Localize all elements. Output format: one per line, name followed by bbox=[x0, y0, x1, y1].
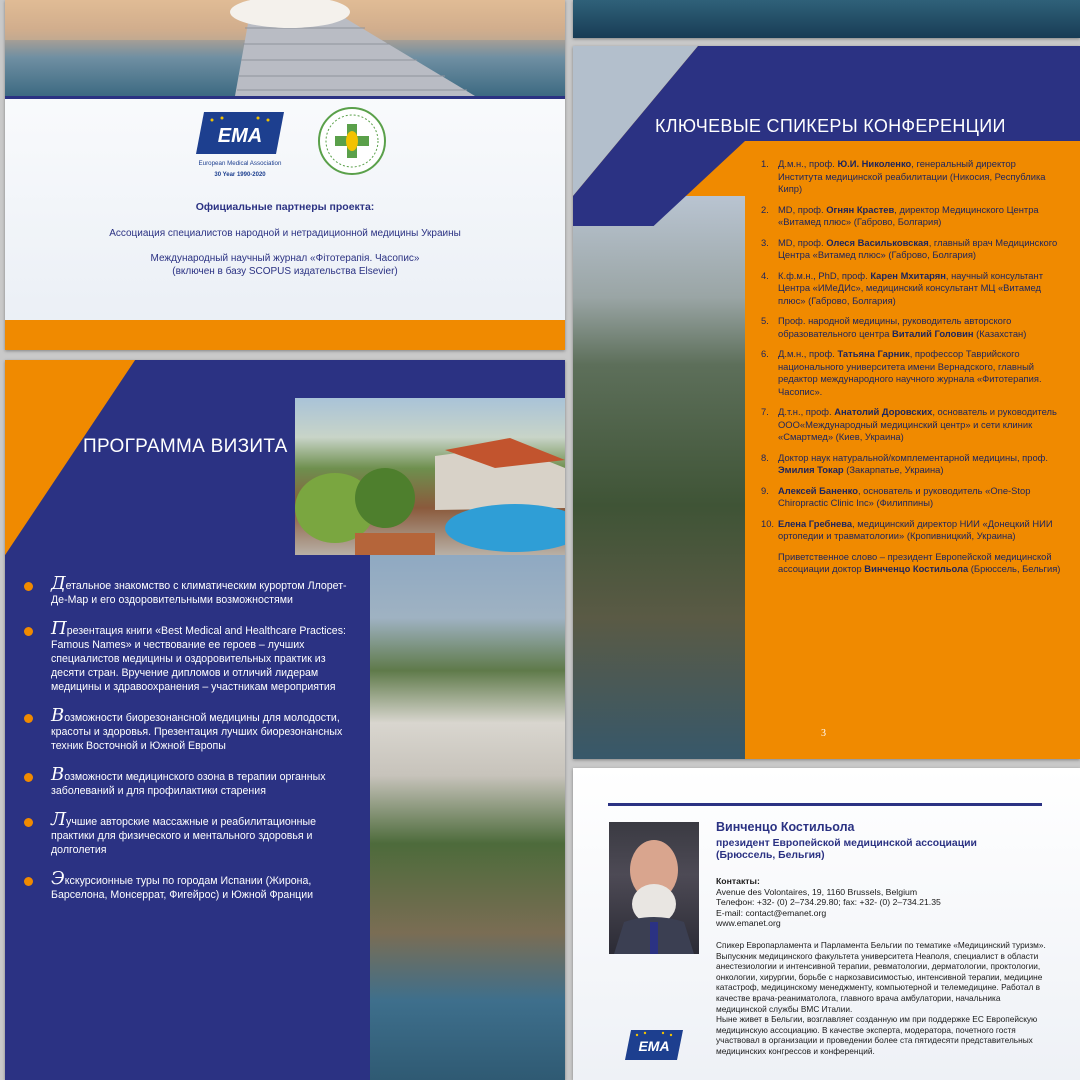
speaker-item: 7. Д.т.н., проф. Анатолий Доровских, основатель и руководитель ООО«Международный медицинский центр» и сети клиник «Смартмед» (Киев, Украина) bbox=[761, 406, 1057, 442]
profile-name: Винченцо Костильола bbox=[716, 820, 855, 834]
svg-text:EMA: EMA bbox=[638, 1038, 670, 1054]
partners-heading: Официальные партнеры проекта: bbox=[195, 201, 375, 213]
bio-paragraph: Ныне живет в Бельгии, возглавляет созданную им при поддержке ЕС Европейскую медицинскую ассоциацию. В качестве эксперта, модератора, почетного гостя участвовал в организации и проведении более ста пятидесяти представительных медицинских конгрессов и конференций. bbox=[716, 1014, 1038, 1056]
speakers-title: КЛЮЧЕВЫЕ СПИКЕРЫ КОНФЕРЕНЦИИ bbox=[655, 116, 1006, 136]
profile-bio bbox=[716, 940, 1046, 1057]
bio-paragraph: Спикер Европарламента и Парламента Бельгии по тематике «Медицинский туризм». Выпускник медицинского факультета университета Неаполя, специалист в области анестезиологии и интенсивной терапии, ревматологии, дерматологии, проктологии, онкологии, хирургии, борьбе с наркозависимостью, интенсивной терапии, медицине катастроф, медицинскому менеджменту, компьютерной и телемедицине. Работал в качестве врача-реаниматолога, главного врача амбулатории, начальника медицинской службы ВМС Италии. bbox=[716, 940, 1046, 1014]
speaker-item: 9. Алексей Баненко, основатель и руководитель «One-Stop Chiropractic Clinic Inc» (Филиппины) bbox=[761, 484, 1031, 508]
speaker-item: 5. Проф. народной медицины, руководитель авторского образовательного центра Виталий Головин (Казахстан) bbox=[761, 315, 1027, 339]
contact-address: Avenue des Volontaires, 19, 1160 Brussels, Belgium bbox=[716, 886, 918, 897]
contact-website: www.emanet.org bbox=[716, 918, 781, 929]
speaker-item: 3. MD, проф. Олеся Васильковская, главный врач Медицинского Центра «Витамед плюс» (Габрово, Болгария) bbox=[761, 236, 1058, 260]
ema-logo-icon bbox=[623, 1028, 685, 1062]
partner-journal: Международный научный журнал «Фітотерапія. Часопис» bbox=[150, 253, 420, 264]
profile-role: президент Европейской медицинской ассоциации (Брюссель, Бельгия) bbox=[716, 838, 977, 861]
svg-text:European Medical Association: European Medical Association bbox=[198, 160, 282, 167]
phytotherapy-emblem-icon bbox=[317, 106, 387, 176]
profile-panel bbox=[573, 768, 1080, 1080]
program-item: Возможности медицинского озона в терапии органных заболеваний и для профилактики старения bbox=[51, 770, 352, 798]
ema-logo-icon bbox=[192, 112, 290, 182]
program-list bbox=[5, 555, 370, 1080]
program-item: Экскурсионные туры по городам Испании (Жирона, Барселона, Монсеррат, Фигейрос) и Южной Франции bbox=[51, 874, 352, 902]
speakers-list bbox=[761, 158, 1061, 584]
resort-pool-photo bbox=[295, 398, 565, 555]
portrait-photo bbox=[609, 822, 699, 954]
svg-text:30 Year 1990-2020: 30 Year 1990-2020 bbox=[214, 172, 266, 178]
program-item: Возможности биорезонансной медицины для молодости, красоты и здоровья. Презентация лучших биорезонансных техник Восточной и Южной Европы bbox=[51, 711, 352, 753]
speaker-item: 10. Елена Гребнева, медицинский директор НИИ «Донецкий НИИ ортопедии и травматологии» (Кропивницкий, Украина) bbox=[761, 517, 1053, 541]
page-number: 3 bbox=[821, 728, 826, 739]
coastline-aerial-photo bbox=[573, 196, 745, 759]
contacts-label: Контакты: bbox=[716, 876, 760, 886]
speakers-panel bbox=[573, 46, 1080, 759]
coast-photo-detail bbox=[370, 555, 565, 1080]
partner-association: Ассоциация специалистов народной и нетрадиционной медицины Украины bbox=[109, 228, 461, 239]
pier-sunset-photo bbox=[5, 0, 565, 96]
partners-panel bbox=[5, 0, 565, 350]
orange-footer-bar bbox=[5, 320, 565, 350]
contact-email: E-mail: contact@emanet.org bbox=[716, 907, 827, 918]
sea-photo-strip bbox=[573, 0, 1080, 38]
speaker-item: 8. Доктор наук натуральной/комплементарной медицины, проф. Эмилия Токар (Закарпатье, Украина) bbox=[761, 451, 1048, 475]
contact-phone: Телефон: +32- (0) 2–734.29.80; fax: +32- (0) 2–734.21.35 bbox=[716, 897, 941, 908]
profile-divider bbox=[608, 803, 1042, 806]
speaker-closing: Приветственное слово – президент Европейской медицинской ассоциации доктор Винченцо Костильола (Брюссель, Бельгия) bbox=[778, 550, 1061, 574]
program-title: ПРОГРАММА ВИЗИТА bbox=[83, 436, 288, 457]
program-item: Презентация книги «Best Medical and Healthcare Practices: Famous Names» и чествование ее героев – лучших специалистов медицины и оздоровительных практик из десяти стран. Вручение дипломов и отличий лидерам медицины и здравоохранения – участникам мероприятия bbox=[51, 624, 352, 694]
contacts-block bbox=[716, 876, 1036, 929]
speaker-item: 6. Д.м.н., проф. Татьяна Гарник, профессор Таврийского национального университета имени Вернадского, главный редактор международного научного журнала «Фитотерапия. Часопис». bbox=[761, 348, 1042, 397]
program-item: Детальное знакомство с климатическим курортом Ллорет-Де-Мар и его оздоровительными возможностями bbox=[51, 579, 352, 607]
navy-divider bbox=[5, 96, 565, 99]
svg-text:EMA: EMA bbox=[217, 125, 263, 147]
speaker-item: 2. MD, проф. Огнян Крастев, директор Медицинского Центра «Витамед плюс» (Габрово, Болгария) bbox=[761, 203, 1039, 227]
program-item: Лучшие авторские массажные и реабилитационные практики для физического и ментального здоровья и долголетия bbox=[51, 815, 352, 857]
speaker-item: 1. Д.м.н., проф. Ю.И. Николенко, генеральный директор Института медицинской реабилитации (Никосия, Республика Кипр) bbox=[761, 158, 1046, 194]
speaker-item: 4. К.ф.м.н., PhD, проф. Карен Мхитарян, научный консультант Центра «ИМеДИс», медицинский консультант МЦ «Витамед плюс» (Габрово, Болгария) bbox=[761, 269, 1043, 306]
program-panel bbox=[5, 360, 565, 1080]
partner-journal-note: (включен в базу SCOPUS издательства Elsevier) bbox=[172, 266, 398, 277]
